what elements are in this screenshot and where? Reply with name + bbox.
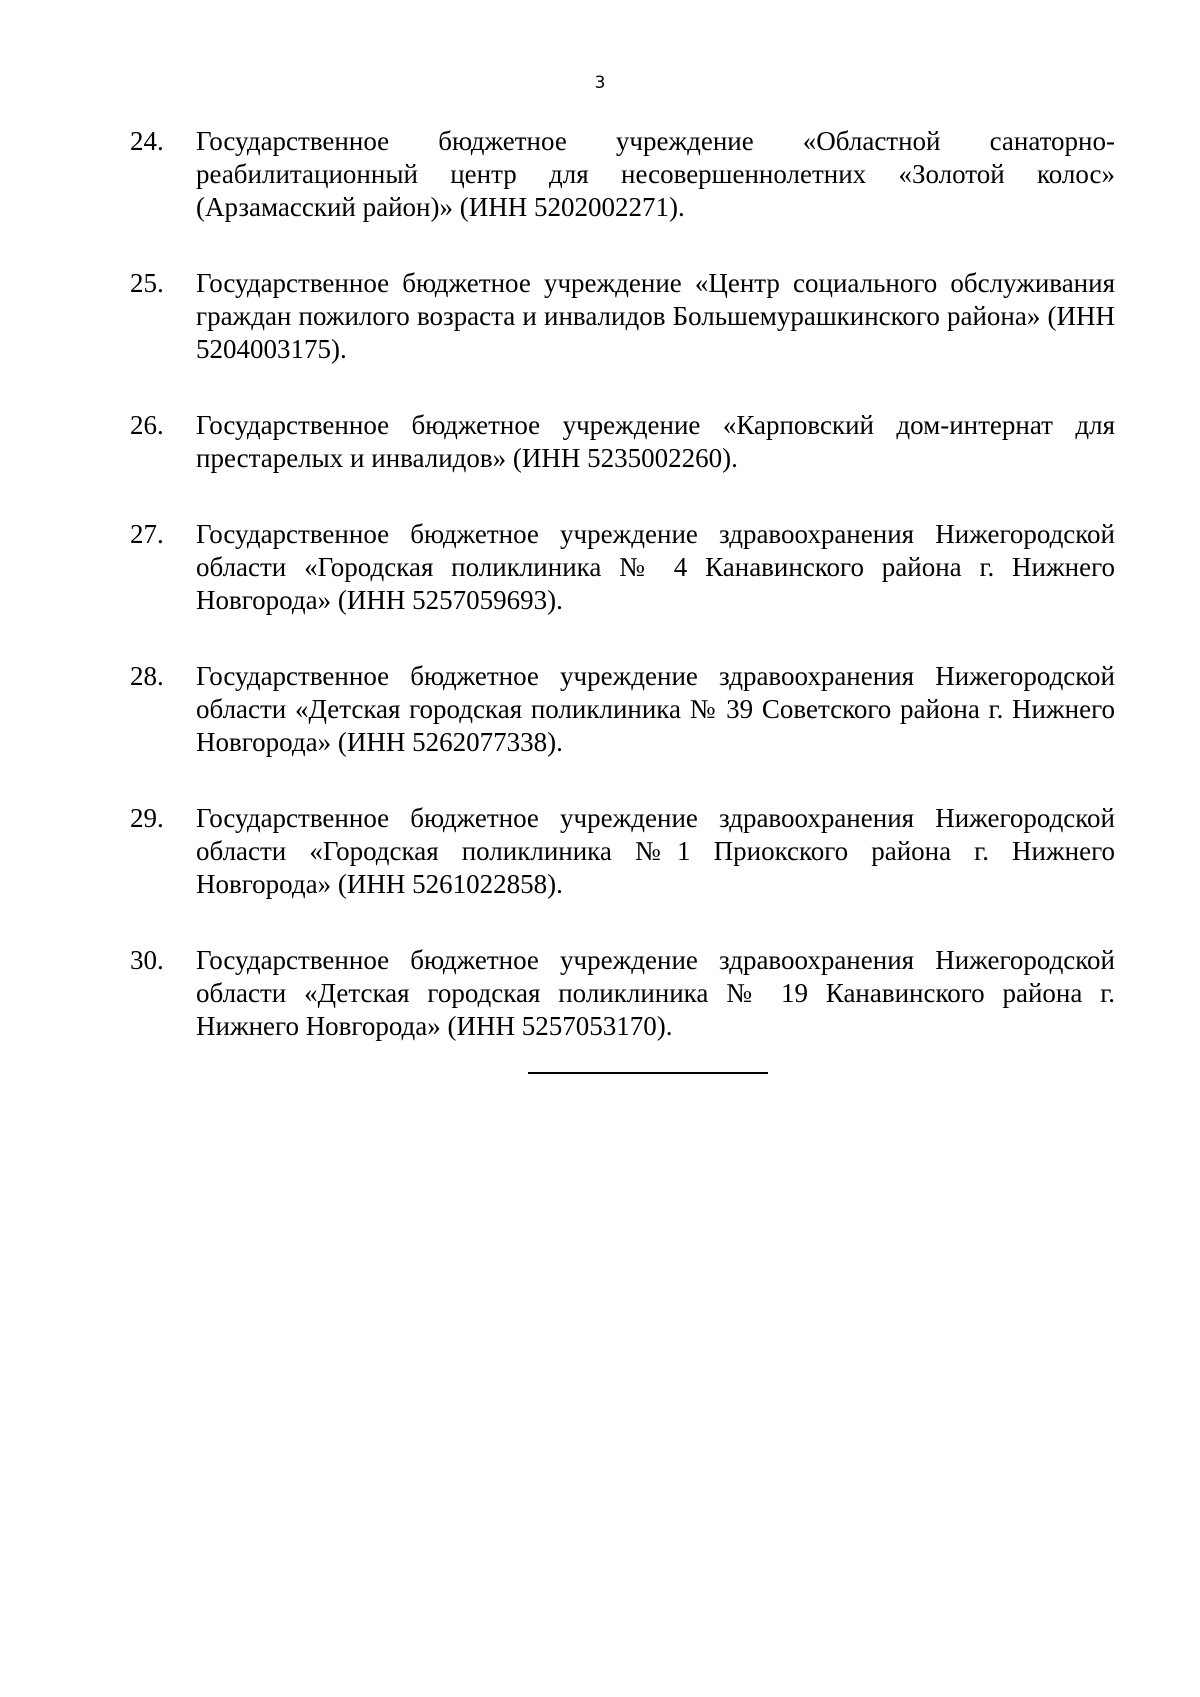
item-number: 28. [130, 661, 164, 691]
item-number: 25. [130, 268, 164, 298]
item-number: 26. [130, 410, 164, 440]
list-item [130, 267, 1115, 366]
institution-list [130, 125, 1115, 1086]
item-number: 30. [130, 945, 164, 975]
list-item [130, 409, 1115, 475]
item-number: 27. [130, 519, 164, 549]
list-item [130, 944, 1115, 1043]
item-text: Государственное бюджетное учреждение «Карповский дом-интернат для престарелых и инвалидов» (ИНН 5235002260). [196, 410, 1115, 473]
item-text: Государственное бюджетное учреждение «Центр социального обслуживания граждан пожилого возраста и инвалидов Большемурашкинского района» (ИНН 5204003175). [196, 268, 1115, 364]
closing-divider [528, 1072, 768, 1074]
list-item [130, 802, 1115, 901]
list-item [130, 660, 1115, 759]
item-text: Государственное бюджетное учреждение здравоохранения Нижегородской области «Городская поликлиника № 4 Канавинского района г. Нижнего Новгорода» (ИНН 5257059693). [196, 519, 1115, 615]
list-item [130, 125, 1115, 224]
item-text: Государственное бюджетное учреждение здравоохранения Нижегородской области «Городская поликлиника №1 Приокского района г. Нижнего Новгорода» (ИНН 5261022858). [196, 803, 1115, 899]
item-text: Государственное бюджетное учреждение «Областной санаторно-реабилитационный центр для несовершеннолетних «Золотой колос» (Арзамасский район)» (ИНН 5202002271). [196, 126, 1115, 222]
page-number: 3 [594, 73, 606, 93]
list-item [130, 518, 1115, 617]
item-number: 29. [130, 803, 164, 833]
item-text: Государственное бюджетное учреждение здравоохранения Нижегородской области «Детская городская поликлиника № 19 Канавинского района г. Нижнего Новгорода» (ИНН 5257053170). [196, 945, 1115, 1041]
item-text: Государственное бюджетное учреждение здравоохранения Нижегородской области «Детская городская поликлиника № 39 Советского района г. Нижнего Новгорода» (ИНН 5262077338). [196, 661, 1115, 757]
item-number: 24. [130, 126, 164, 156]
